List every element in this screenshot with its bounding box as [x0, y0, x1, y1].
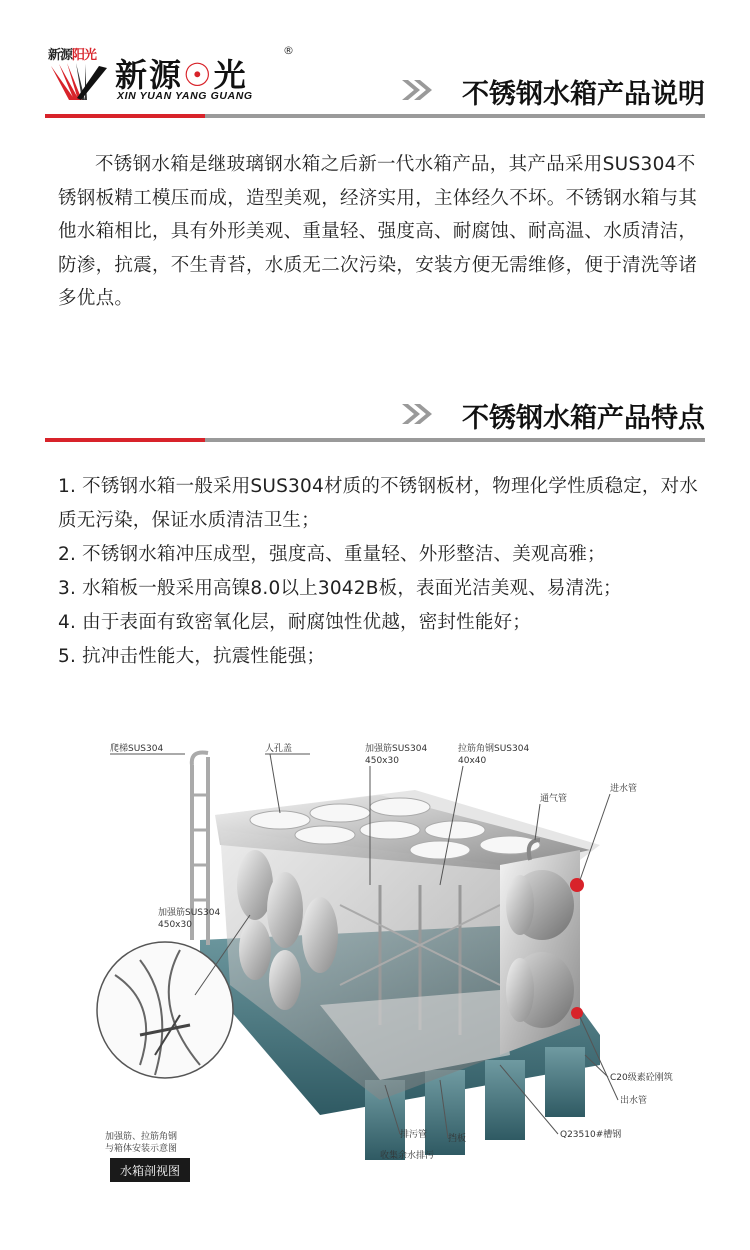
- section-heading-description: [45, 68, 705, 118]
- feature-item: 3. 水箱板一般采用高镍8.0以上3042B板，表面光洁美观、易清洗；: [58, 578, 622, 599]
- label-manhole: 人孔盖: [265, 744, 293, 754]
- label-rib-side: 加强筋SUS304: [158, 908, 221, 918]
- label-angle: 拉筋角钢SUS304: [458, 744, 530, 754]
- label-detail-1: 加强筋、拉筋角钢: [105, 1132, 178, 1142]
- feature-item: 1. 不锈钢水箱一般采用SUS304材质的不锈钢板材，物理化学性质稳定，对水质无污染，保证水质清洁卫生；: [58, 476, 698, 531]
- feature-list: [58, 470, 703, 674]
- label-angle-size: 40x40: [458, 756, 487, 766]
- brand-small-text: 新源阳光: [48, 48, 97, 63]
- label-baffle: 挡板: [448, 1134, 467, 1144]
- section-divider: [45, 114, 705, 118]
- registered-mark: ®: [283, 44, 294, 57]
- section-heading-features: [45, 392, 705, 442]
- brand-pinyin: XIN YUAN YANG GUANG: [117, 90, 253, 102]
- brand-name: 新源☉光: [115, 56, 248, 94]
- label-channel: Q23510#槽钢: [560, 1130, 622, 1140]
- section-title: 不锈钢水箱产品说明: [462, 79, 705, 110]
- label-ladder: 爬梯SUS304: [110, 744, 164, 754]
- label-inlet: 进水管: [610, 784, 638, 794]
- label-detail-2: 与箱体安装示意图: [105, 1144, 178, 1154]
- feature-item: 5. 抗冲击性能大，抗震性能强；: [58, 646, 326, 667]
- label-collect: 收集余水排污: [380, 1151, 435, 1161]
- product-description: 不锈钢水箱是继玻璃钢水箱之后新一代水箱产品，其产品采用SUS304不锈钢板精工模压而成，造型美观，经济实用，主体经久不坏。不锈钢水箱与其他水箱相比，具有外形美观、重量轻、强度高、耐腐蚀、耐高温、水质清洁，防渗，抗震，不生青苔，水质无二次污染，安装方便无需维修，便于清洗等诸多优点。: [58, 154, 698, 310]
- diagram-caption: [110, 1158, 190, 1182]
- water-tank-cutaway-diagram: [80, 735, 680, 1205]
- label-base: C20级素砼刚筑: [610, 1073, 673, 1083]
- section-title: 不锈钢水箱产品特点: [462, 403, 705, 434]
- double-chevron-icon: [400, 402, 436, 426]
- label-drain: 排污管: [400, 1130, 428, 1140]
- label-rib-side-size: 450x30: [158, 920, 192, 930]
- label-rib-top: 加强筋SUS304: [365, 744, 428, 754]
- label-vent: 通气管: [540, 794, 568, 804]
- caption-text: 水箱剖视图: [120, 1164, 181, 1178]
- double-chevron-icon: [400, 78, 436, 102]
- feature-item: 4. 由于表面有致密氧化层，耐腐蚀性优越，密封性能好；: [58, 612, 531, 633]
- feature-item: 2. 不锈钢水箱冲压成型，强度高、重量轻、外形整洁、美观高雅；: [58, 544, 606, 565]
- label-outlet: 出水管: [620, 1096, 648, 1106]
- label-rib-top-size: 450x30: [365, 756, 399, 766]
- section-divider: [45, 438, 705, 442]
